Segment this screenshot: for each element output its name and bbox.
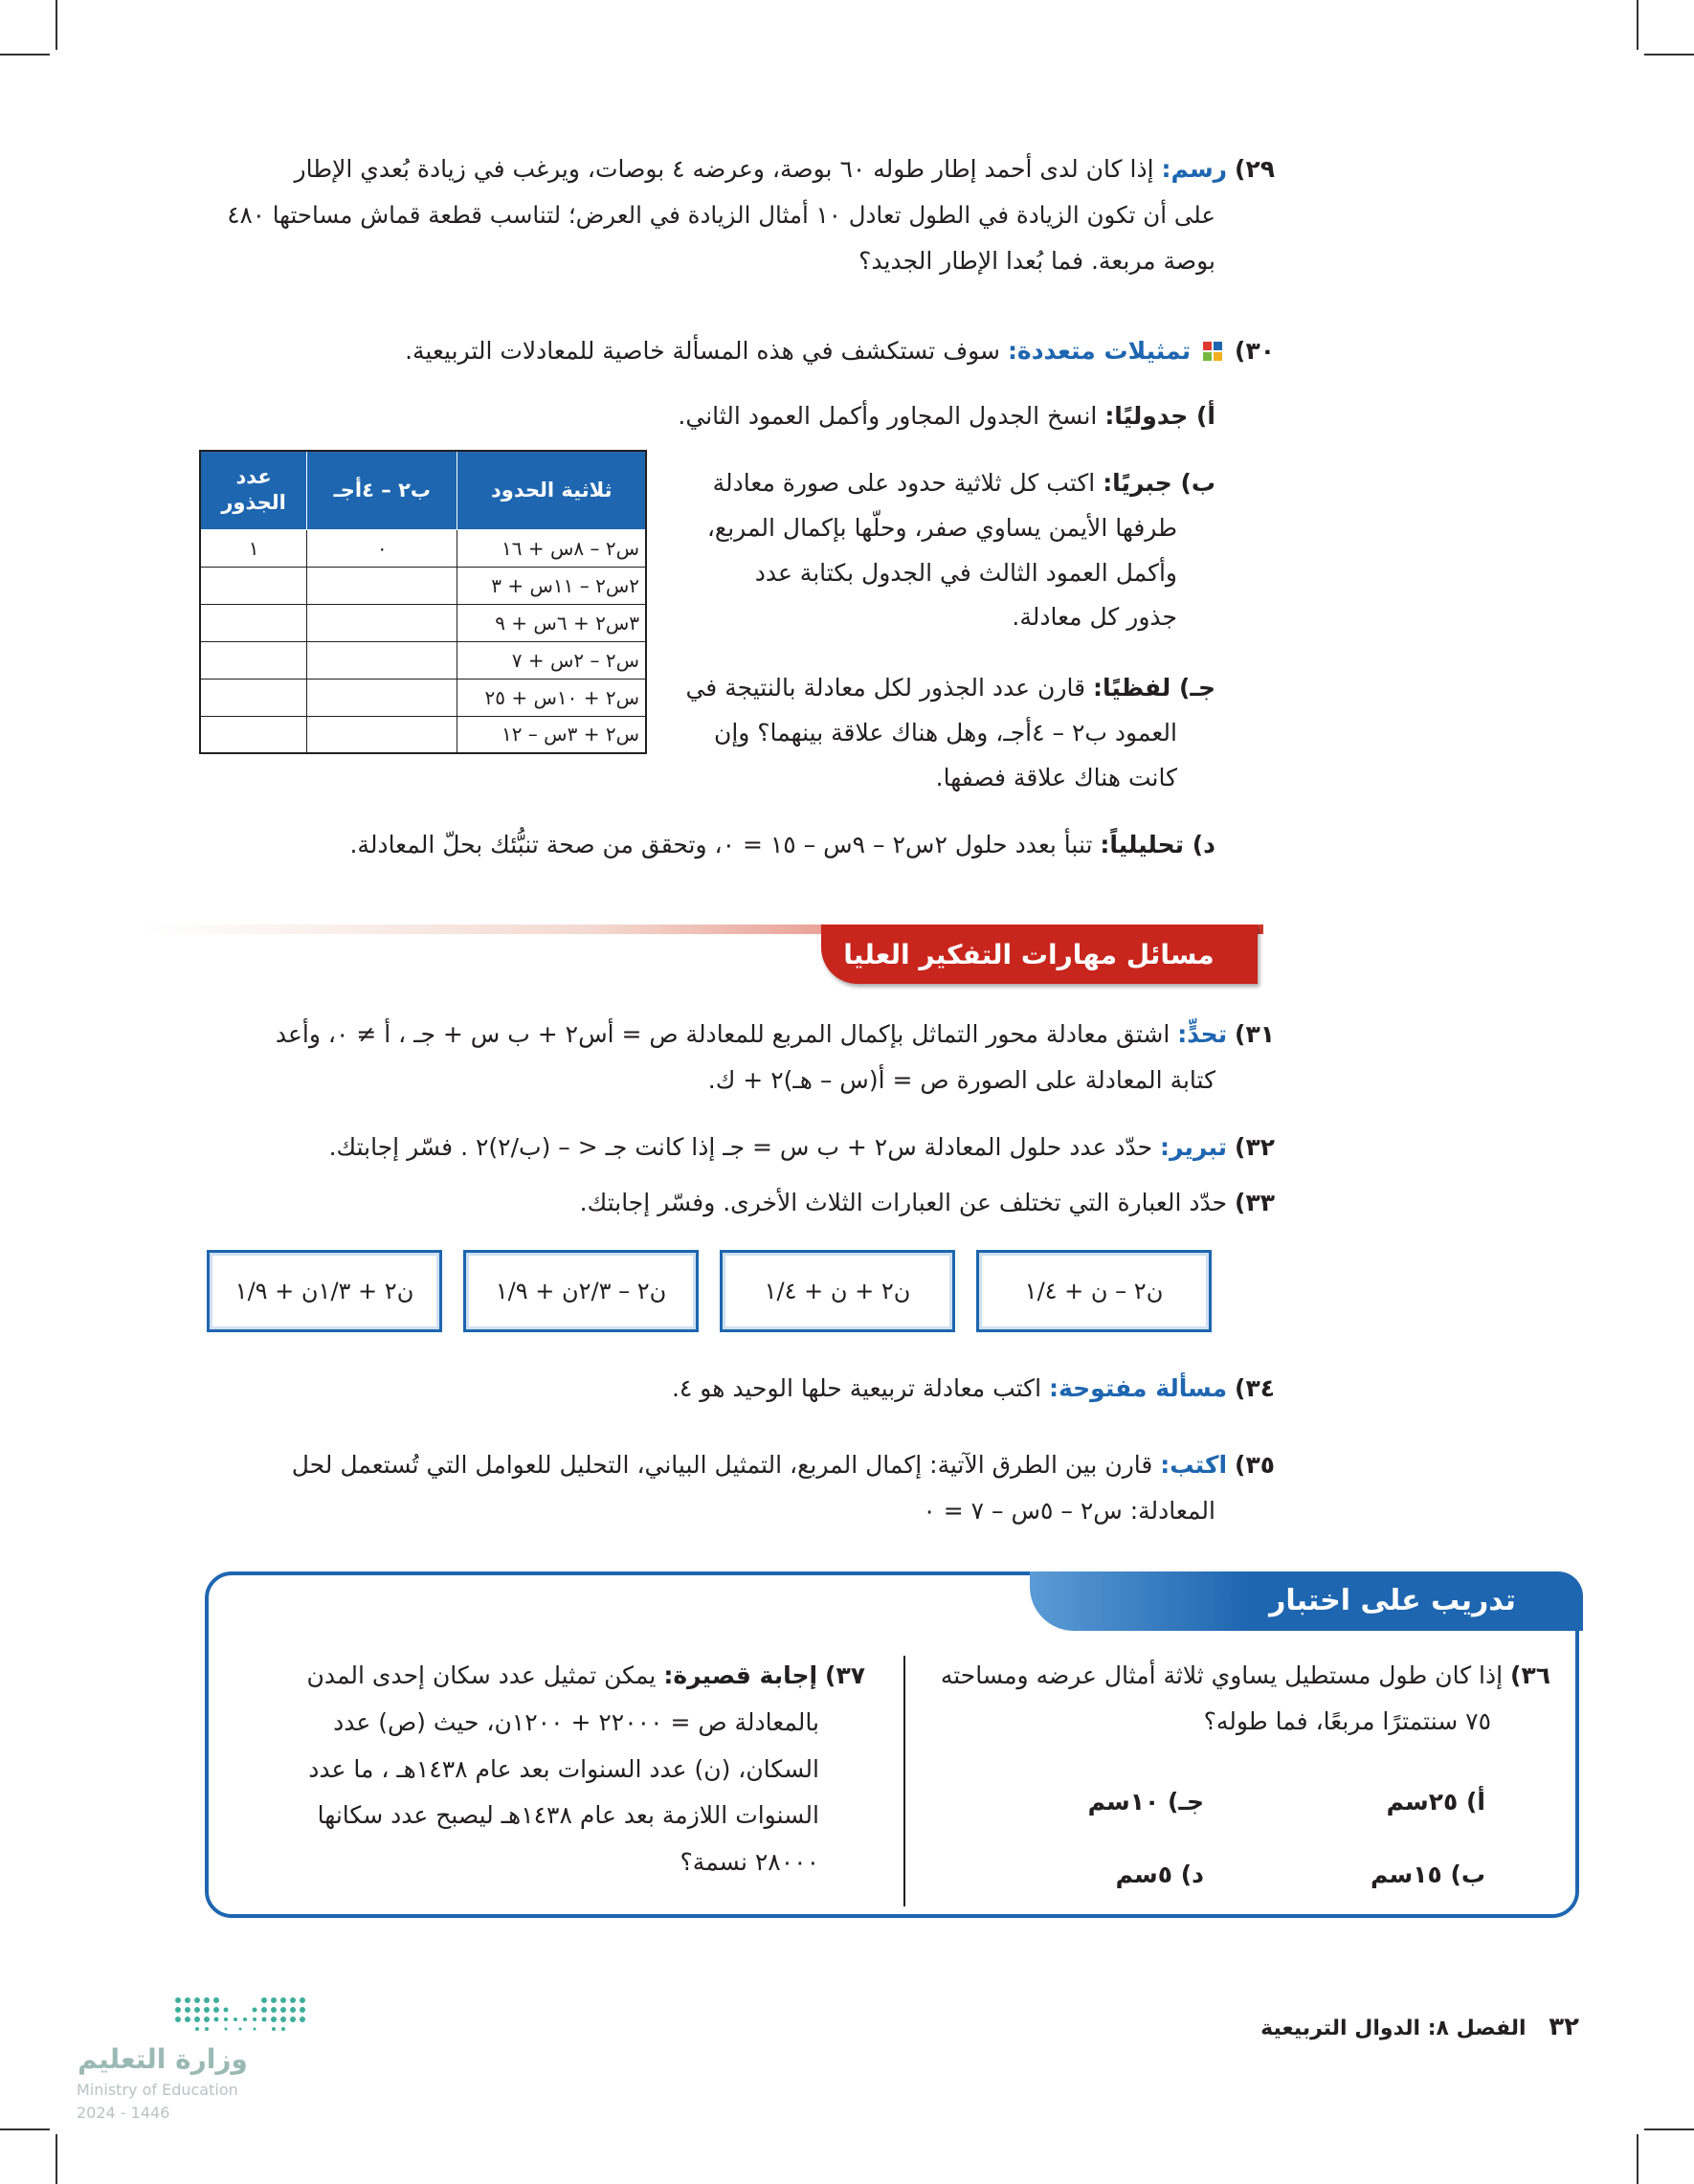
q31-line2: كتابة المعادلة على الصورة ص = أ(س – هـ)٢ + ك. <box>707 1066 1215 1094</box>
q35-line2: المعادلة: س٢ – ٥س – ٧ = ٠ <box>923 1497 1215 1525</box>
chapter-title: الفصل ٨: الدوال التربيعية <box>1260 2017 1527 2040</box>
q33-number: ٣٣) <box>1235 1189 1275 1216</box>
table-header: ب٢ – ٤أجـ <box>307 451 457 529</box>
table-cell: ٠ <box>307 529 457 567</box>
q36-line2: ٧٥ سنتمترًا مربعًا، فما طوله؟ <box>1203 1707 1491 1735</box>
q37-line3: السكان، (ن) عدد السنوات بعد عام ١٤٣٨هـ ، ما عدد <box>308 1754 819 1783</box>
table-row <box>200 604 646 641</box>
q30-intro: سوف تستكشف في هذه المسألة خاصية للمعادلات التربيعية. <box>405 337 1000 365</box>
q33-option-2[interactable] <box>720 1250 955 1332</box>
ministry-name-ar: وزارة التعليم <box>78 2043 248 2075</box>
table-header: ثلاثية الحدود <box>457 451 646 529</box>
q31 <box>276 1016 1275 1054</box>
q33-option-text: ن٢ + ن + ١/٤ <box>764 1278 911 1304</box>
q30-c-line3: كانت هناك علاقة فصفها. <box>935 763 1177 791</box>
q36-option-c[interactable] <box>1088 1784 1204 1821</box>
q30-part-c <box>680 670 1215 796</box>
q30-c-label: جـ) لفظيًا: <box>1092 674 1215 702</box>
q29-line2: على أن تكون الزيادة في الطول تعادل ١٠ أمثال الزيادة في العرض؛ لتناسب قطعة قماش مساحتها ٤٨٠ <box>227 201 1215 229</box>
q36-option-a-text: أ) ٢٥سم <box>1386 1788 1485 1816</box>
table-header: عدد الجذور <box>200 451 307 529</box>
q34 <box>672 1371 1275 1408</box>
q35 <box>292 1447 1275 1484</box>
q29 <box>295 151 1275 189</box>
q32-text: حدّد عدد حلول المعادلة س٢ + ب س = جـ إذا كانت جـ < – (ب/٢)٢ . فسّر إجابتك. <box>328 1133 1153 1161</box>
q33-option-text: ن٢ + ١/٣ن + ١/٩ <box>234 1278 414 1304</box>
q33-option-4[interactable] <box>207 1250 442 1332</box>
q37-line1: يمكن تمثيل عدد سكان إحدى المدن <box>306 1661 657 1689</box>
table-cell[interactable] <box>307 641 457 679</box>
q30-a-text: انسخ الجدول المجاور وأكمل العمود الثاني. <box>678 402 1098 430</box>
q33-option-3[interactable] <box>463 1250 699 1332</box>
table-cell[interactable] <box>307 679 457 716</box>
q30-label: تمثيلات متعددة: <box>1007 337 1192 365</box>
q31-line1: اشتق معادلة محور التماثل بإكمال المربع للمعادلة ص = أس٢ + ب س + جـ ، أ ≠ ٠، وأعد <box>275 1020 1170 1048</box>
q33-option-1[interactable] <box>976 1250 1212 1332</box>
q36-option-b-text: ب) ١٥سم <box>1371 1861 1485 1888</box>
crop-mark <box>1637 0 1638 50</box>
crop-mark <box>1637 2134 1638 2184</box>
ministry-name-en: Ministry of Education <box>77 2081 238 2099</box>
q32-label: تبرير: <box>1159 1133 1228 1161</box>
q36-option-c-text: جـ) ١٠سم <box>1087 1788 1204 1816</box>
q37-line5: ٢٨٠٠٠ نسمة؟ <box>680 1848 819 1876</box>
q36-option-d[interactable] <box>1116 1857 1204 1894</box>
q30-d-label: د) تحليلياً: <box>1100 831 1215 858</box>
q34-text: اكتب معادلة تربيعية حلها الوحيد هو ٤. <box>671 1374 1042 1402</box>
q37-line4: السنوات اللازمة بعد عام ١٤٣٨هـ ليصبح عدد سكانها <box>317 1801 819 1830</box>
table-row <box>200 529 646 567</box>
roots-table <box>199 450 647 754</box>
q36-option-b[interactable] <box>1371 1857 1485 1894</box>
q30-part-b <box>680 465 1215 636</box>
multi-rep-icon <box>1202 336 1223 357</box>
table-row <box>200 679 646 716</box>
crop-mark <box>56 2134 57 2184</box>
q37-line2: بالمعادلة ص = ٢٢٠٠٠ + ١٢٠٠ن، حيث (ص) عدد <box>333 1707 819 1736</box>
crop-mark <box>0 54 50 56</box>
q31-label: تحدٍّ: <box>1177 1020 1228 1048</box>
q31-number: ٣١) <box>1235 1020 1275 1048</box>
q33-option-text: ن٢ – ٢/٣ن + ١/٩ <box>495 1278 667 1304</box>
q32 <box>329 1129 1275 1167</box>
table-row <box>200 716 646 753</box>
q30-b-line3: وأكمل العمود الثالث في الجدول بكتابة عدد <box>754 558 1177 587</box>
q29-label: رسم: <box>1161 155 1228 183</box>
table-cell: ٢س٢ – ١١س + ٣ <box>457 567 646 604</box>
column-divider <box>903 1656 905 1906</box>
crop-mark <box>0 2128 50 2130</box>
table-cell[interactable] <box>200 679 307 716</box>
q29-line1: إذا كان لدى أحمد إطار طوله ٦٠ بوصة، وعرضه ٤ بوصات، ويرغب في زيادة بُعدي الإطار <box>294 155 1154 183</box>
q30-d-text: تنبأ بعدد حلول ٢س٢ – ٩س – ١٥ = ٠، وتحقق من صحة تنبُّئك بحلّ المعادلة. <box>349 831 1093 858</box>
q29-number: ٢٩) <box>1235 155 1275 183</box>
table-cell[interactable] <box>307 604 457 641</box>
table-cell[interactable] <box>200 716 307 753</box>
q32-number: ٣٢) <box>1235 1133 1275 1161</box>
table-cell: س٢ – ٨س + ١٦ <box>457 529 646 567</box>
q30-number: ٣٠) <box>1235 337 1275 365</box>
q30-part-d <box>349 827 1215 864</box>
q34-label: مسألة مفتوحة: <box>1048 1374 1228 1402</box>
q37 <box>301 1658 865 1882</box>
q30-part-a <box>678 398 1215 435</box>
q33-text: حدّد العبارة التي تختلف عن العبارات الثلاث الأخرى. وفسّر إجابتك. <box>579 1189 1228 1216</box>
table-cell[interactable] <box>200 641 307 679</box>
q29-line3: بوصة مربعة. فما بُعدا الإطار الجديد؟ <box>858 247 1215 275</box>
q36-number: ٣٦) <box>1510 1661 1550 1689</box>
table-cell: س٢ + ٣س – ١٢ <box>457 716 646 753</box>
q30-b-line1: اكتب كل ثلاثية حدود على صورة معادلة <box>712 469 1096 497</box>
table-cell[interactable] <box>200 567 307 604</box>
q30-c-line2: العمود ب٢ – ٤أجـ، وهل هناك علاقة بينهما؟ وإن <box>713 718 1177 747</box>
q30-a-label: أ) جدوليًا: <box>1104 402 1215 430</box>
page-footer <box>1260 2008 1579 2046</box>
q34-number: ٣٤) <box>1235 1374 1275 1402</box>
table-row <box>200 641 646 679</box>
table-cell: س٢ + ١٠س + ٢٥ <box>457 679 646 716</box>
q37-label: إجابة قصيرة: <box>663 1661 818 1689</box>
crop-mark <box>1644 54 1694 56</box>
q36-option-d-text: د) ٥سم <box>1115 1861 1204 1888</box>
q33-option-text: ن٢ – ن + ١/٤ <box>1024 1278 1164 1304</box>
test-practice-title: تدريب على اختبار <box>1269 1584 1516 1617</box>
q35-line1: قارن بين الطرق الآتية: إكمال المربع، التمثيل البياني، التحليل للعوامل التي تُستعمل لحل <box>291 1451 1153 1479</box>
table-cell[interactable] <box>307 716 457 753</box>
q35-label: اكتب: <box>1160 1451 1228 1479</box>
hots-title: مسائل مهارات التفكير العليا <box>843 939 1215 970</box>
q30-b-line2: طرفها الأيمن يساوي صفر، وحلّها بإكمال المربع، <box>706 513 1177 542</box>
table-row <box>200 567 646 604</box>
q30-b-line4: جذور كل معادلة. <box>1012 603 1177 632</box>
q36-option-a[interactable] <box>1387 1784 1485 1821</box>
crop-mark <box>56 0 57 50</box>
q30-b-label: ب) جبريًا: <box>1103 469 1215 497</box>
crop-mark <box>1644 2128 1694 2130</box>
q35-number: ٣٥) <box>1235 1451 1275 1479</box>
q37-number: ٣٧) <box>825 1661 865 1689</box>
table-cell: ٣س٢ + ٦س + ٩ <box>457 604 646 641</box>
table-cell: ١ <box>200 529 307 567</box>
q30 <box>405 333 1275 370</box>
table-cell[interactable] <box>200 604 307 641</box>
q36 <box>941 1658 1550 1695</box>
table-cell: س٢ – ٢س + ٧ <box>457 641 646 679</box>
q30-c-line1: قارن عدد الجذور لكل معادلة بالنتيجة في <box>685 674 1086 702</box>
table-cell[interactable] <box>307 567 457 604</box>
ministry-year: 2024 - 1446 <box>77 2104 170 2122</box>
q36-line1: إذا كان طول مستطيل يساوي ثلاثة أمثال عرضه ومساحته <box>940 1661 1504 1689</box>
q33 <box>580 1185 1275 1222</box>
page-number: ٣٢ <box>1549 2013 1579 2041</box>
